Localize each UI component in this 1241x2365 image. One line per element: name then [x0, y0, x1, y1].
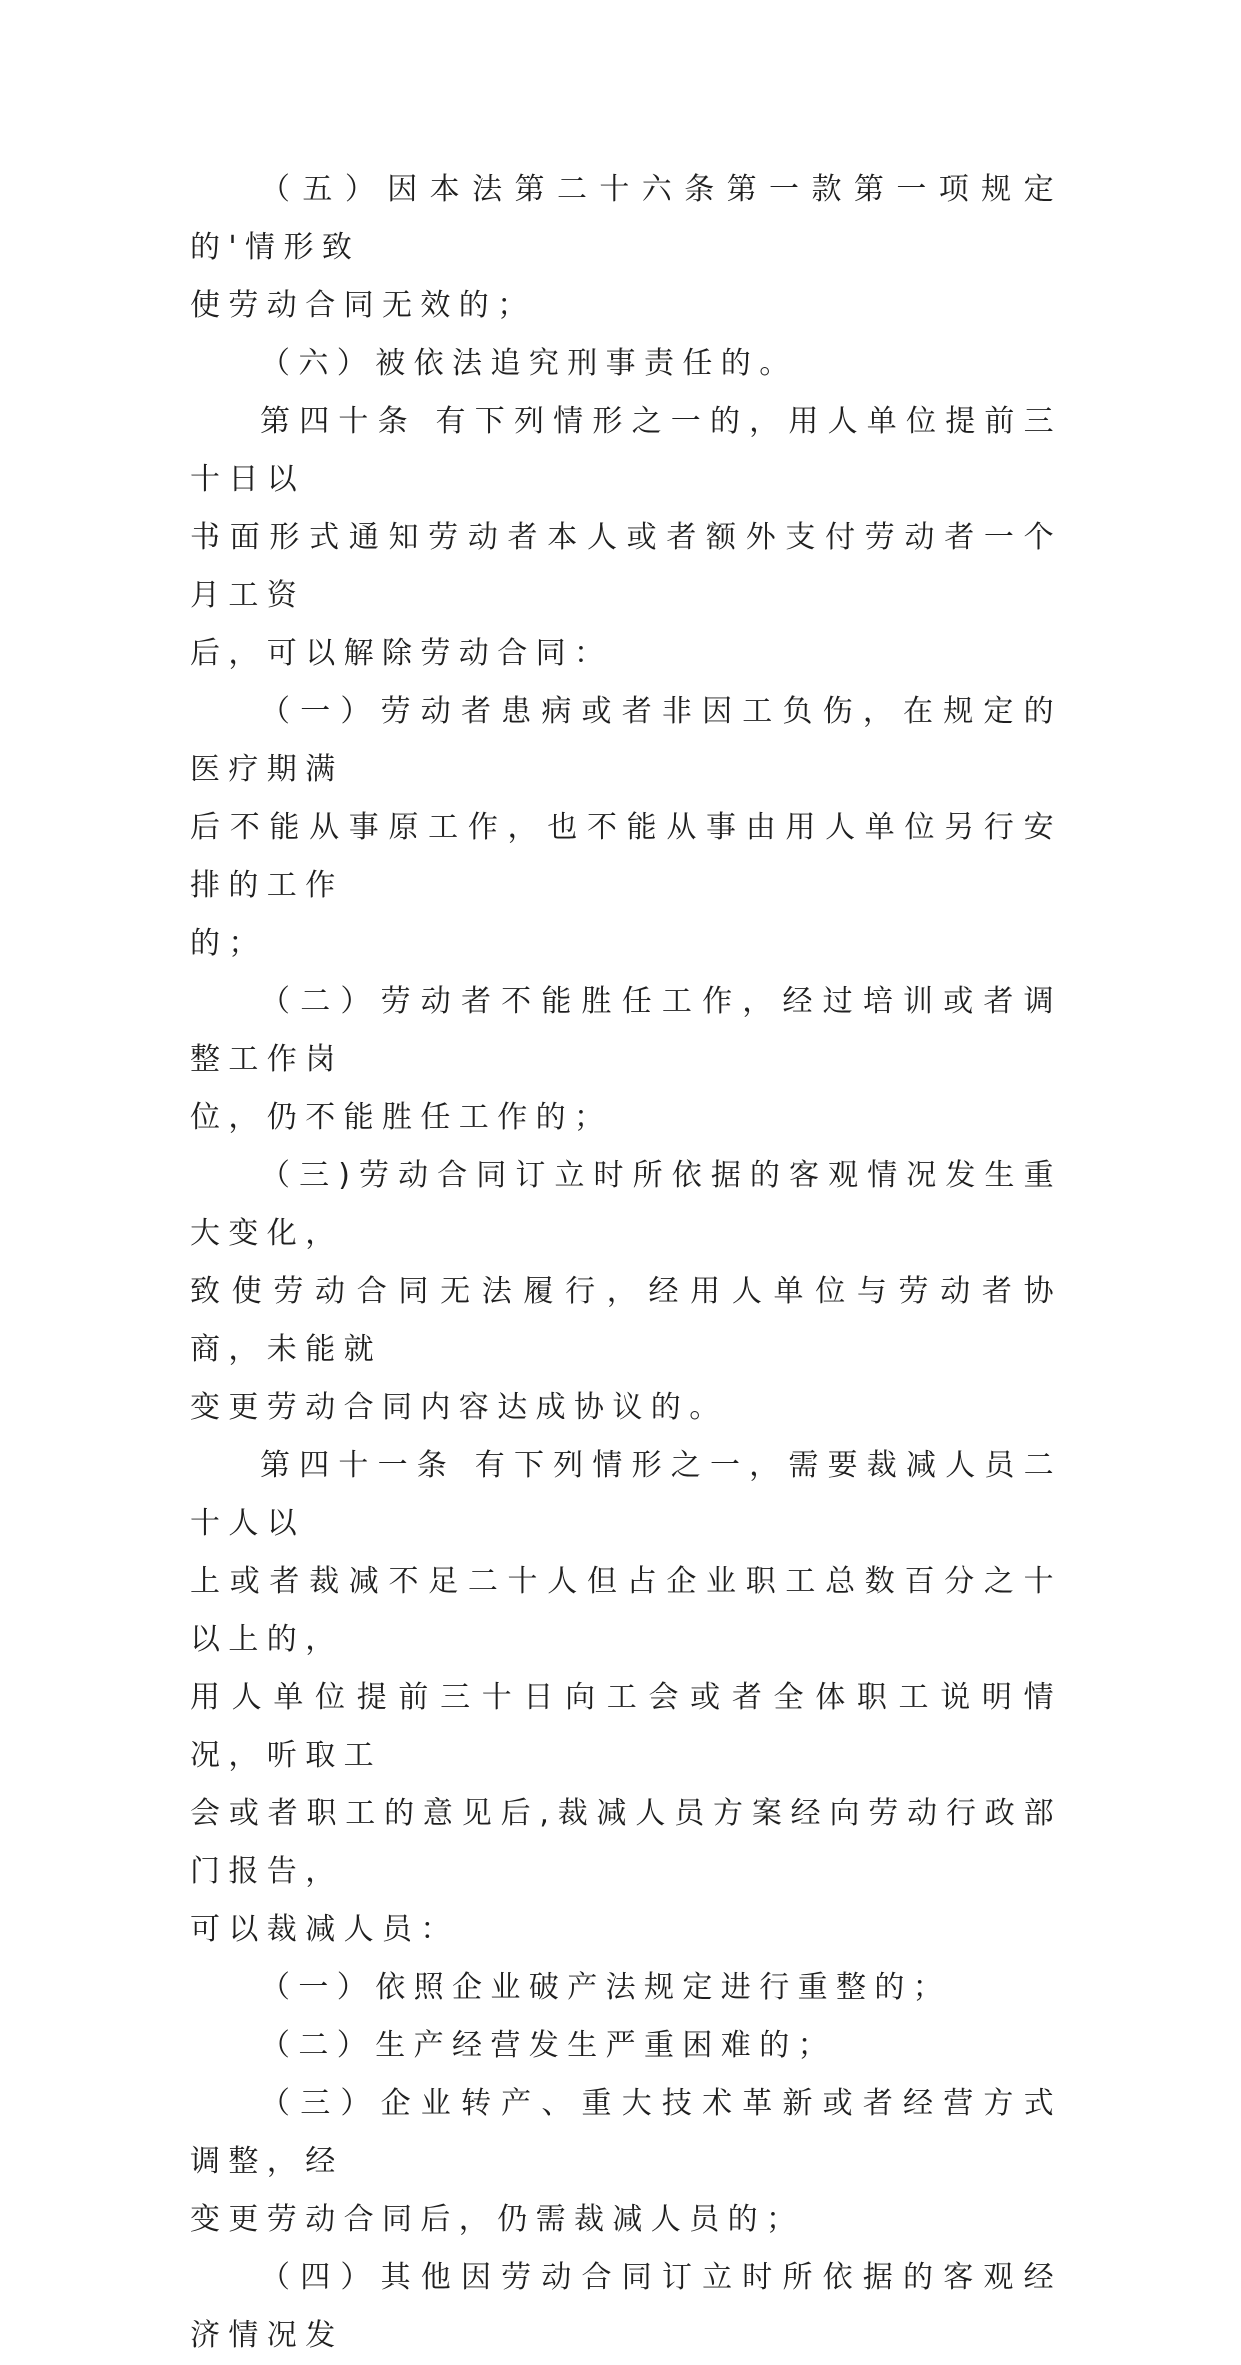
document-body [190, 161, 1062, 2365]
paragraph-article-41-item-2 [190, 2017, 1062, 2075]
paragraph-article-40-item-2 [190, 973, 1062, 1147]
paragraph-article-40 [190, 393, 1062, 683]
paragraph-article-41-line-1: 第四十一条 有下列情形之一，需要裁减人员二十人以 [190, 1448, 1062, 1541]
paragraph-article-40-item-1-line-2: 后不能从事原工作，也不能从事由用人单位另行安排的工作 [190, 810, 1062, 903]
paragraph-clause-6 [190, 335, 1062, 393]
paragraph-clause-6-line-1: （六）被依法追究刑事责任的。 [260, 346, 798, 381]
paragraph-article-40-item-3 [190, 1147, 1062, 1437]
paragraph-article-40-line-3: 后，可以解除劳动合同： [190, 636, 613, 671]
paragraph-article-40-item-2-line-1: （二）劳动者不能胜任工作，经过培训或者调整工作岗 [190, 984, 1062, 1077]
paragraph-article-41-line-4: 会或者职工的意见后,裁减人员方案经向劳动行政部门报告， [190, 1796, 1062, 1889]
paragraph-article-41-line-5: 可以裁减人员： [190, 1912, 459, 1947]
paragraph-article-41-item-2-line-1: （二）生产经营发生严重困难的； [260, 2028, 836, 2063]
paragraph-article-41-item-1-line-1: （一）依照企业破产法规定进行重整的； [260, 1970, 952, 2005]
paragraph-article-40-item-3-line-2: 致使劳动合同无法履行，经用人单位与劳动者协商，未能就 [190, 1274, 1062, 1367]
paragraph-article-41-line-3: 用人单位提前三十日向工会或者全体职工说明情况，听取工 [190, 1680, 1062, 1773]
paragraph-clause-5 [190, 161, 1062, 335]
paragraph-clause-5-line-1: （五）因本法第二十六条第一款第一项规定的'情形致 [190, 172, 1062, 265]
paragraph-article-41-item-3-line-1: （三）企业转产、重大技术革新或者经营方式调整，经 [190, 2086, 1062, 2179]
paragraph-article-40-item-1-line-1: （一）劳动者患病或者非因工负伤，在规定的医疗期满 [190, 694, 1062, 787]
paragraph-article-40-item-3-line-3: 变更劳动合同内容达成协议的。 [190, 1390, 728, 1425]
paragraph-article-41-item-4-line-1: （四）其他因劳动合同订立时所依据的客观经济情况发 [190, 2260, 1062, 2353]
paragraph-article-40-item-1 [190, 683, 1062, 973]
paragraph-article-40-item-3-line-1: （三)劳动合同订立时所依据的客观情况发生重大变化， [190, 1158, 1062, 1251]
paragraph-article-41 [190, 1437, 1062, 1959]
paragraph-article-41-item-3 [190, 2075, 1062, 2249]
paragraph-article-41-item-3-line-2: 变更劳动合同后，仍需裁减人员的； [190, 2202, 805, 2237]
paragraph-article-40-item-2-line-2: 位，仍不能胜任工作的； [190, 1100, 613, 1135]
paragraph-article-40-line-1: 第四十条 有下列情形之一的，用人单位提前三十日以 [190, 404, 1062, 497]
paragraph-article-41-item-4 [190, 2249, 1062, 2365]
paragraph-clause-5-line-2: 使劳动合同无效的； [190, 288, 536, 323]
paragraph-article-40-item-1-line-3: 的； [190, 926, 267, 961]
paragraph-article-41-item-1 [190, 1959, 1062, 2017]
paragraph-article-41-line-2: 上或者裁减不足二十人但占企业职工总数百分之十以上的， [190, 1564, 1062, 1657]
paragraph-article-40-line-2: 书面形式通知劳动者本人或者额外支付劳动者一个月工资 [190, 520, 1062, 613]
